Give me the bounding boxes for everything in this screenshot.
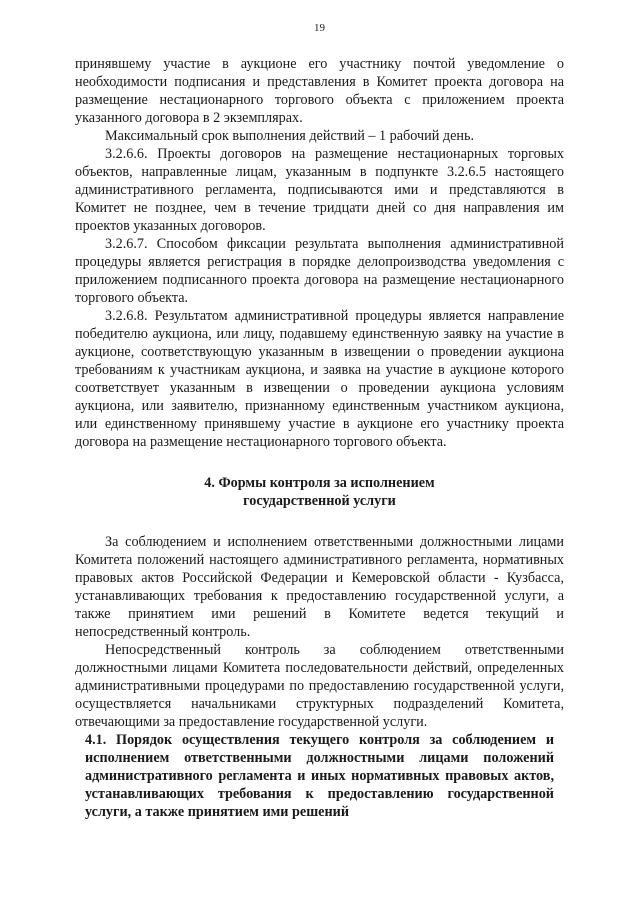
document-body: [75, 55, 564, 821]
page-number: 19: [314, 22, 325, 34]
paragraph-3-2-6-8: 3.2.6.8. Результатом административной процедуры является направление победителю аукциона, или лицу, подавшему единственную заявку на участие в аукционе, соответствующую указанным в извещении о проведении аукциона требованиям к участникам аукциона, и заявка на участие в аукционе которого соответствует указанным в извещении о проведении аукциона условиям аукциона, или заявителю, признанному единственным участником аукциона, или единственному принявшему участие в аукционе его участнику проекта договора на размещение нестационарного торгового объекта.: [75, 308, 564, 450]
paragraph-continuation: принявшему участие в аукционе его участнику почтой уведомление о необходимости подписания и представления в Комитет проекта договора на размещение нестационарного торгового объекта с приложением проекта указанного договора в 2 экземплярах.: [75, 56, 564, 126]
section-4-1-heading: 4.1. Порядок осуществления текущего контроля за соблюдением и исполнением ответственными должностными лицами положений административного регламента и иных нормативных правовых актов, устанавливающих требования к предоставлению государственной услуги, а также принятием ими решений: [85, 732, 554, 820]
section-4-heading: [75, 474, 564, 510]
paragraph-control-2: Непосредственный контроль за соблюдением ответственными должностными лицами Комитета последовательности действий, определенных административными процедурами по предоставлению государственной услуги, осуществляется начальниками структурных подразделений Комитета, отвечающими за предоставление государственной услуги.: [75, 642, 564, 730]
paragraph-3-2-6-6: 3.2.6.6. Проекты договоров на размещение нестационарных торговых объектов, направленные лицам, указанным в подпункте 3.2.6.5 настоящего административного регламента, подписываются ими и представляются в Комитет не позднее, чем в течение тридцати дней со дня направления им проектов указанных договоров.: [75, 146, 564, 234]
section-4-heading-line1: 4. Формы контроля за исполнением: [204, 475, 435, 491]
paragraph-control-1: За соблюдением и исполнением ответственными должностными лицами Комитета положений настоящего административного регламента, нормативных правовых актов Российской Федерации и Кемеровской области - Кузбасса, устанавливающих требования к предоставлению государственной услуги, а также принятием ими решений в Комитете ведется текущий и непосредственный контроль.: [75, 534, 564, 640]
paragraph-3-2-6-7: 3.2.6.7. Способом фиксации результата выполнения административной процедуры является регистрация в порядке делопроизводства уведомления с приложением подписанного проекта договора на размещение нестационарного торгового объекта.: [75, 236, 564, 306]
section-4-heading-line2: государственной услуги: [243, 493, 396, 509]
paragraph-deadline: Максимальный срок выполнения действий – 1 рабочий день.: [105, 128, 474, 144]
